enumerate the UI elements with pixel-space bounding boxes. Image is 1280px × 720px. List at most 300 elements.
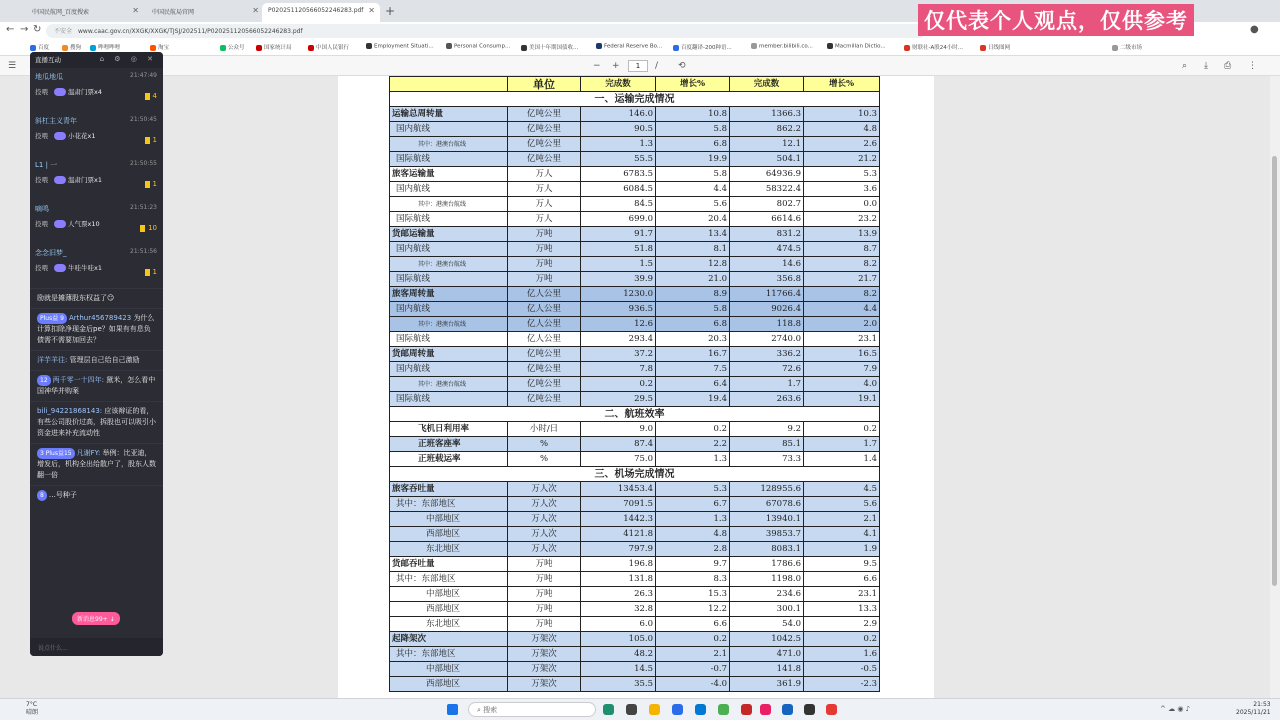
unit-cell: 万架次 xyxy=(508,677,581,692)
table-row xyxy=(390,287,880,302)
value-cell: 67078.6 xyxy=(730,497,804,512)
value-cell: 5.8 xyxy=(656,167,730,182)
rotate-icon[interactable]: ⟲ xyxy=(678,61,686,71)
unit-cell: 万人 xyxy=(508,197,581,212)
row-label: 其中：港澳台航线 xyxy=(390,197,508,212)
row-label: 中部地区 xyxy=(390,587,508,602)
app-icon[interactable] xyxy=(760,704,771,715)
bookmark[interactable]: Personal Consump... xyxy=(446,43,510,50)
value-cell: 1442.3 xyxy=(581,512,656,527)
gift-username[interactable]: 斜杠主义青年 xyxy=(35,117,77,125)
new-tab-button[interactable]: + xyxy=(385,4,396,18)
table-row xyxy=(390,242,880,257)
value-cell: 54.0 xyxy=(730,617,804,632)
value-cell: 7.8 xyxy=(581,362,656,377)
user-level-badge: 8 xyxy=(37,490,47,501)
url-field[interactable] xyxy=(46,24,926,38)
value-cell: 0.2 xyxy=(656,422,730,437)
value-cell: 0.2 xyxy=(804,422,880,437)
gift-action-label: 投喂 xyxy=(35,220,48,228)
value-cell: 11766.4 xyxy=(730,287,804,302)
menu-icon[interactable]: ☰ xyxy=(8,61,17,71)
value-cell: 23.1 xyxy=(804,332,880,347)
row-label: 其中：港澳台航线 xyxy=(390,257,508,272)
close-icon[interactable]: ✕ xyxy=(368,6,375,15)
bookmark[interactable]: 二级市场 xyxy=(1112,43,1142,51)
weather-widget[interactable]: 7°C 晴朗 xyxy=(26,701,39,716)
unit-cell: % xyxy=(508,437,581,452)
table-row xyxy=(390,332,880,347)
table-row xyxy=(390,557,880,572)
row-label: 国内航线 xyxy=(390,302,508,317)
new-messages-button[interactable]: 新消息99+ ↓ xyxy=(72,612,120,625)
chat-input[interactable]: 说点什么... xyxy=(30,638,163,656)
unit-cell: 万架次 xyxy=(508,632,581,647)
value-cell: 4.5 xyxy=(804,482,880,497)
value-cell: 234.6 xyxy=(730,587,804,602)
unit-cell: 亿吨公里 xyxy=(508,122,581,137)
unit-cell: 万人 xyxy=(508,212,581,227)
pdf-page xyxy=(338,76,934,698)
row-label: 货邮运输量 xyxy=(390,227,508,242)
value-cell: 6.7 xyxy=(656,497,730,512)
value-cell: 9.5 xyxy=(804,557,880,572)
value-cell: 118.8 xyxy=(730,317,804,332)
gift-icon xyxy=(54,220,66,228)
unit-cell: 万吨 xyxy=(508,572,581,587)
row-label: 西部地区 xyxy=(390,527,508,542)
unit-cell: 万吨 xyxy=(508,587,581,602)
bookmark[interactable]: 国家统计局 xyxy=(256,43,292,51)
bookmark[interactable]: 公众号 xyxy=(220,43,245,51)
value-cell: 6.6 xyxy=(804,572,880,587)
zoom-out-button[interactable]: − xyxy=(593,61,601,71)
value-cell: 2.1 xyxy=(804,512,880,527)
chat-text: 应该辩证的看，有些公司股价过高，拆股也可以吸引小资金进来补充流动性 xyxy=(37,407,156,437)
unit-cell: 亿人公里 xyxy=(508,332,581,347)
value-cell: 15.3 xyxy=(656,587,730,602)
value-cell: 9.7 xyxy=(656,557,730,572)
table-row xyxy=(390,602,880,617)
value-cell: 1198.0 xyxy=(730,572,804,587)
gift-entry xyxy=(30,112,163,156)
unit-cell: 万人次 xyxy=(508,542,581,557)
tab-pdf[interactable] xyxy=(262,3,380,22)
table-row xyxy=(390,137,880,152)
search-icon[interactable]: ⌕ xyxy=(1182,61,1188,71)
table-row xyxy=(390,227,880,242)
gift-count-value: 1 xyxy=(152,136,157,144)
value-cell: 504.1 xyxy=(730,152,804,167)
column-header xyxy=(390,77,508,92)
table-row xyxy=(390,542,880,557)
gift-count xyxy=(145,268,157,276)
value-cell: 4.8 xyxy=(656,527,730,542)
value-cell: 6.0 xyxy=(581,617,656,632)
value-cell: 51.8 xyxy=(581,242,656,257)
column-header: 单位 xyxy=(508,77,581,92)
table-row xyxy=(390,617,880,632)
value-cell: 5.3 xyxy=(804,167,880,182)
chat-text: 管理层自己给自己激励 xyxy=(69,356,140,364)
close-icon[interactable]: ✕ xyxy=(252,6,259,15)
unit-cell: 小时/日 xyxy=(508,422,581,437)
gift-entry xyxy=(30,68,163,112)
value-cell: 146.0 xyxy=(581,107,656,122)
row-label: 其中：港澳台航线 xyxy=(390,317,508,332)
file-explorer-icon[interactable] xyxy=(649,704,660,715)
bookmark[interactable]: Macmillan Dictio... xyxy=(827,43,886,50)
value-cell: -0.5 xyxy=(804,662,880,677)
row-label: 旅客周转量 xyxy=(390,287,508,302)
unit-cell: 万人次 xyxy=(508,497,581,512)
app-icon[interactable] xyxy=(826,704,837,715)
value-cell: 8.2 xyxy=(804,257,880,272)
chat-header xyxy=(30,52,163,68)
gift-item: 温肃门票x1 xyxy=(68,176,102,184)
chat-text: 黛米，怎么看中国神华并购案 xyxy=(37,376,156,395)
row-label: 国内航线 xyxy=(390,182,508,197)
column-header: 完成数 xyxy=(730,77,804,92)
value-cell: 12.8 xyxy=(656,257,730,272)
gift-count-value: 4 xyxy=(152,92,157,100)
unit-cell: 万人次 xyxy=(508,512,581,527)
app-icon[interactable] xyxy=(626,704,637,715)
edge-icon[interactable] xyxy=(603,704,614,715)
value-cell: 5.3 xyxy=(656,482,730,497)
bookmark[interactable]: 日线图网 xyxy=(980,43,1010,51)
table-row xyxy=(390,632,880,647)
value-cell: -2.3 xyxy=(804,677,880,692)
unit-cell: 万人 xyxy=(508,182,581,197)
value-cell: 1042.5 xyxy=(730,632,804,647)
gift-count xyxy=(145,180,157,188)
value-cell: 2.9 xyxy=(804,617,880,632)
row-label: 旅客运输量 xyxy=(390,167,508,182)
app-icon[interactable] xyxy=(718,704,729,715)
value-cell: 13.3 xyxy=(804,602,880,617)
value-cell: 7.9 xyxy=(804,362,880,377)
row-label: 其中：港澳台航线 xyxy=(390,137,508,152)
app-icon[interactable] xyxy=(695,704,706,715)
value-cell: 6783.5 xyxy=(581,167,656,182)
bookmark[interactable]: member.bilibili.co... xyxy=(751,43,813,50)
gift-entry xyxy=(30,200,163,244)
value-cell: 471.0 xyxy=(730,647,804,662)
value-cell: 5.6 xyxy=(656,197,730,212)
row-label: 飞机日利用率 xyxy=(390,422,508,437)
value-cell: 0.2 xyxy=(656,632,730,647)
value-cell: 361.9 xyxy=(730,677,804,692)
value-cell: 1366.3 xyxy=(730,107,804,122)
row-label: 其中：港澳台航线 xyxy=(390,377,508,392)
battery-icon xyxy=(145,137,150,144)
value-cell: 293.4 xyxy=(581,332,656,347)
system-tray[interactable]: ^ ☁ ◉ ♪ xyxy=(1160,705,1191,713)
bookmarks-bar xyxy=(0,40,1280,56)
page-separator: / xyxy=(655,61,659,71)
row-label: 国际航线 xyxy=(390,152,508,167)
unit-cell: 万人 xyxy=(508,167,581,182)
value-cell: 6.6 xyxy=(656,617,730,632)
app-icon[interactable] xyxy=(782,704,793,715)
table-row xyxy=(390,527,880,542)
bookmark[interactable]: 哔哩哔哩 xyxy=(90,43,120,51)
forward-icon[interactable]: → xyxy=(20,24,29,35)
value-cell: 21.0 xyxy=(656,272,730,287)
bookmark[interactable]: 财联社-A股24小时... xyxy=(904,43,963,51)
table-row xyxy=(390,347,880,362)
table-header-row xyxy=(390,77,880,92)
unit-cell: 万吨 xyxy=(508,272,581,287)
windows-start-icon[interactable] xyxy=(447,704,458,715)
bookmark[interactable]: 百度翻译-200种语... xyxy=(673,43,732,51)
value-cell: 8.2 xyxy=(804,287,880,302)
unit-cell: 万吨 xyxy=(508,242,581,257)
bookmark[interactable]: 美国十年期国债收... xyxy=(521,43,578,51)
value-cell: 26.3 xyxy=(581,587,656,602)
scroll-thumb[interactable] xyxy=(1272,156,1277,586)
value-cell: 12.2 xyxy=(656,602,730,617)
gift-action-label: 投喂 xyxy=(35,132,48,140)
bookmark[interactable]: 中国人民银行 xyxy=(308,43,349,51)
value-cell: 13.9 xyxy=(804,227,880,242)
bookmark[interactable]: Employment Situati... xyxy=(366,43,434,50)
statistics-table xyxy=(389,76,880,692)
unit-cell: 万吨 xyxy=(508,227,581,242)
print-icon[interactable]: ⎙ xyxy=(1224,61,1232,71)
reload-icon[interactable]: ↻ xyxy=(33,24,42,35)
value-cell: 1786.6 xyxy=(730,557,804,572)
gift-username[interactable]: L1 | 一 xyxy=(35,161,58,169)
more-icon[interactable]: ⋮ xyxy=(1248,61,1257,71)
row-label: 西部地区 xyxy=(390,602,508,617)
table-row xyxy=(390,392,880,407)
table-row xyxy=(390,167,880,182)
value-cell: 1.3 xyxy=(656,512,730,527)
value-cell: 29.5 xyxy=(581,392,656,407)
gift-username[interactable]: 念念旧梦_ xyxy=(35,249,67,257)
table-row xyxy=(390,122,880,137)
value-cell: 6614.6 xyxy=(730,212,804,227)
value-cell: 7.5 xyxy=(656,362,730,377)
table-row xyxy=(390,257,880,272)
table-row xyxy=(390,497,880,512)
unit-cell: 亿吨公里 xyxy=(508,392,581,407)
unit-cell: 万吨 xyxy=(508,602,581,617)
unit-cell: 亿吨公里 xyxy=(508,107,581,122)
value-cell: 336.2 xyxy=(730,347,804,362)
chat-username[interactable]: 洋芋羊往: xyxy=(37,356,68,364)
value-cell: 4121.8 xyxy=(581,527,656,542)
gift-time: 21:51:23 xyxy=(130,204,157,211)
table-row xyxy=(390,377,880,392)
value-cell: 35.5 xyxy=(581,677,656,692)
value-cell: 7091.5 xyxy=(581,497,656,512)
table-row xyxy=(390,317,880,332)
row-label: 国际航线 xyxy=(390,392,508,407)
value-cell: 474.5 xyxy=(730,242,804,257)
value-cell: 58322.4 xyxy=(730,182,804,197)
app-icon[interactable] xyxy=(741,704,752,715)
gift-entry xyxy=(30,156,163,200)
disclaimer-overlay: 仅代表个人观点，仅供参考 xyxy=(918,4,1194,36)
download-icon[interactable]: ⤓ xyxy=(1204,61,1208,71)
value-cell: 105.0 xyxy=(581,632,656,647)
row-label: 国内航线 xyxy=(390,242,508,257)
bookmark[interactable]: 百度 xyxy=(30,43,49,51)
value-cell: 85.1 xyxy=(730,437,804,452)
value-cell: 32.8 xyxy=(581,602,656,617)
gift-action xyxy=(35,87,158,96)
chat-username[interactable]: 凡谢FY: xyxy=(76,449,101,457)
chat-text: 举例：比亚迪，增发后，机构全出给散户了，股东人数翻一倍 xyxy=(37,449,156,479)
gift-time: 21:51:56 xyxy=(130,248,157,255)
clock[interactable]: 21:53 2025/11/21 xyxy=(1236,701,1271,716)
value-cell: 55.5 xyxy=(581,152,656,167)
gift-action xyxy=(35,175,158,184)
value-cell: -0.7 xyxy=(656,662,730,677)
tab-caac[interactable] xyxy=(146,3,264,22)
section-heading-row xyxy=(390,467,880,482)
value-cell: 39853.7 xyxy=(730,527,804,542)
profile-icon[interactable]: ● xyxy=(1250,24,1259,35)
column-header: 增长% xyxy=(804,77,880,92)
unit-cell: 万架次 xyxy=(508,662,581,677)
url-text: www.caac.gov.cn/XXGK/XXGK/TJSJ/202511/P020251120566052246283.pdf xyxy=(78,28,303,35)
bookmark[interactable]: 搜狗 xyxy=(62,43,81,51)
section-heading: 三、机场完成情况 xyxy=(390,467,880,482)
row-label: 中部地区 xyxy=(390,512,508,527)
unit-cell: 亿人公里 xyxy=(508,302,581,317)
table-row xyxy=(390,572,880,587)
table-row xyxy=(390,482,880,497)
gift-icon xyxy=(54,88,66,96)
chat-message xyxy=(30,401,163,443)
chat-username[interactable]: bili_94221868143: xyxy=(37,407,103,415)
user-level-badge: Plus益 9 xyxy=(37,313,67,324)
value-cell: 802.7 xyxy=(730,197,804,212)
value-cell: 75.0 xyxy=(581,452,656,467)
gift-item: 温肃门票x4 xyxy=(68,88,102,96)
chat-username[interactable]: Arthur456789423 xyxy=(68,314,132,322)
gift-count xyxy=(145,136,157,144)
value-cell: 936.5 xyxy=(581,302,656,317)
value-cell: 84.5 xyxy=(581,197,656,212)
row-label: 东北地区 xyxy=(390,542,508,557)
tab-label: 中国民航网_百度搜索 xyxy=(32,9,90,16)
gift-username[interactable]: 嘀鸣 xyxy=(35,205,49,213)
value-cell: 0.0 xyxy=(804,197,880,212)
value-cell: 91.7 xyxy=(581,227,656,242)
gift-count xyxy=(140,224,157,232)
chat-message xyxy=(30,485,163,505)
unit-cell: 万吨 xyxy=(508,617,581,632)
value-cell: 13.4 xyxy=(656,227,730,242)
value-cell: 23.2 xyxy=(804,212,880,227)
zoom-in-button[interactable]: + xyxy=(612,61,620,71)
value-cell: 797.9 xyxy=(581,542,656,557)
close-icon[interactable]: ✕ xyxy=(132,6,139,15)
section-heading: 二、航班效率 xyxy=(390,407,880,422)
value-cell: 10.8 xyxy=(656,107,730,122)
table-row xyxy=(390,662,880,677)
gift-count-value: 1 xyxy=(152,268,157,276)
unit-cell: 万人次 xyxy=(508,527,581,542)
chat-username[interactable]: 两千零一十四年: xyxy=(52,376,104,384)
value-cell: 20.4 xyxy=(656,212,730,227)
column-header: 增长% xyxy=(656,77,730,92)
battery-icon xyxy=(145,269,150,276)
unit-cell: 亿吨公里 xyxy=(508,152,581,167)
unit-cell: 亿人公里 xyxy=(508,287,581,302)
tab-baidu[interactable] xyxy=(26,3,144,22)
value-cell: 5.8 xyxy=(656,302,730,317)
bookmark[interactable]: Federal Reserve Bo... xyxy=(596,43,662,50)
app-icon[interactable] xyxy=(672,704,683,715)
gift-time: 21:50:55 xyxy=(130,160,157,167)
value-cell: 6.8 xyxy=(656,317,730,332)
gift-username[interactable]: 地瓜地瓜 xyxy=(35,73,63,81)
bookmark[interactable]: 淘宝 xyxy=(150,43,169,51)
value-cell: 0.2 xyxy=(804,632,880,647)
value-cell: 196.8 xyxy=(581,557,656,572)
table-row xyxy=(390,197,880,212)
value-cell: 1.7 xyxy=(804,437,880,452)
column-header: 完成数 xyxy=(581,77,656,92)
pdf-viewer xyxy=(0,76,1280,698)
value-cell: 4.0 xyxy=(804,377,880,392)
value-cell: 2.8 xyxy=(656,542,730,557)
value-cell: 3.6 xyxy=(804,182,880,197)
table-row xyxy=(390,152,880,167)
row-label: 中部地区 xyxy=(390,662,508,677)
gift-action-label: 投喂 xyxy=(35,176,48,184)
value-cell: 4.8 xyxy=(804,122,880,137)
back-icon[interactable]: ← xyxy=(6,24,15,35)
gift-entry xyxy=(30,244,163,288)
taskbar-search[interactable]: ⌕ 搜索 xyxy=(468,702,596,717)
gift-action-label: 投喂 xyxy=(35,88,48,96)
table-row xyxy=(390,362,880,377)
unit-cell: 亿吨公里 xyxy=(508,347,581,362)
table-row xyxy=(390,302,880,317)
chat-header-icons[interactable]: ⌂ ⚙ ◎ ✕ xyxy=(99,55,157,63)
value-cell: 1230.0 xyxy=(581,287,656,302)
value-cell: 141.8 xyxy=(730,662,804,677)
value-cell: 14.5 xyxy=(581,662,656,677)
value-cell: 5.6 xyxy=(804,497,880,512)
scrollbar[interactable] xyxy=(1270,76,1280,698)
value-cell: 9026.4 xyxy=(730,302,804,317)
chat-text: 为什么计算扣除净现金后pe？如果有有息负债需不需要加回去？ xyxy=(37,314,155,344)
row-label: 其中：东部地区 xyxy=(390,497,508,512)
value-cell: 64936.9 xyxy=(730,167,804,182)
row-label: 货邮周转量 xyxy=(390,347,508,362)
tab-label: P020251120566052246283.pdf xyxy=(268,7,364,14)
value-cell: 48.2 xyxy=(581,647,656,662)
value-cell: 12.1 xyxy=(730,137,804,152)
page-number-input[interactable]: 1 xyxy=(628,60,648,72)
value-cell: 4.4 xyxy=(804,302,880,317)
chat-message xyxy=(30,350,163,370)
row-label: 国际航线 xyxy=(390,332,508,347)
app-icon[interactable] xyxy=(804,704,815,715)
row-label: 正班载运率 xyxy=(390,452,508,467)
value-cell: 13940.1 xyxy=(730,512,804,527)
row-label: 货邮吞吐量 xyxy=(390,557,508,572)
unit-cell: 万架次 xyxy=(508,647,581,662)
